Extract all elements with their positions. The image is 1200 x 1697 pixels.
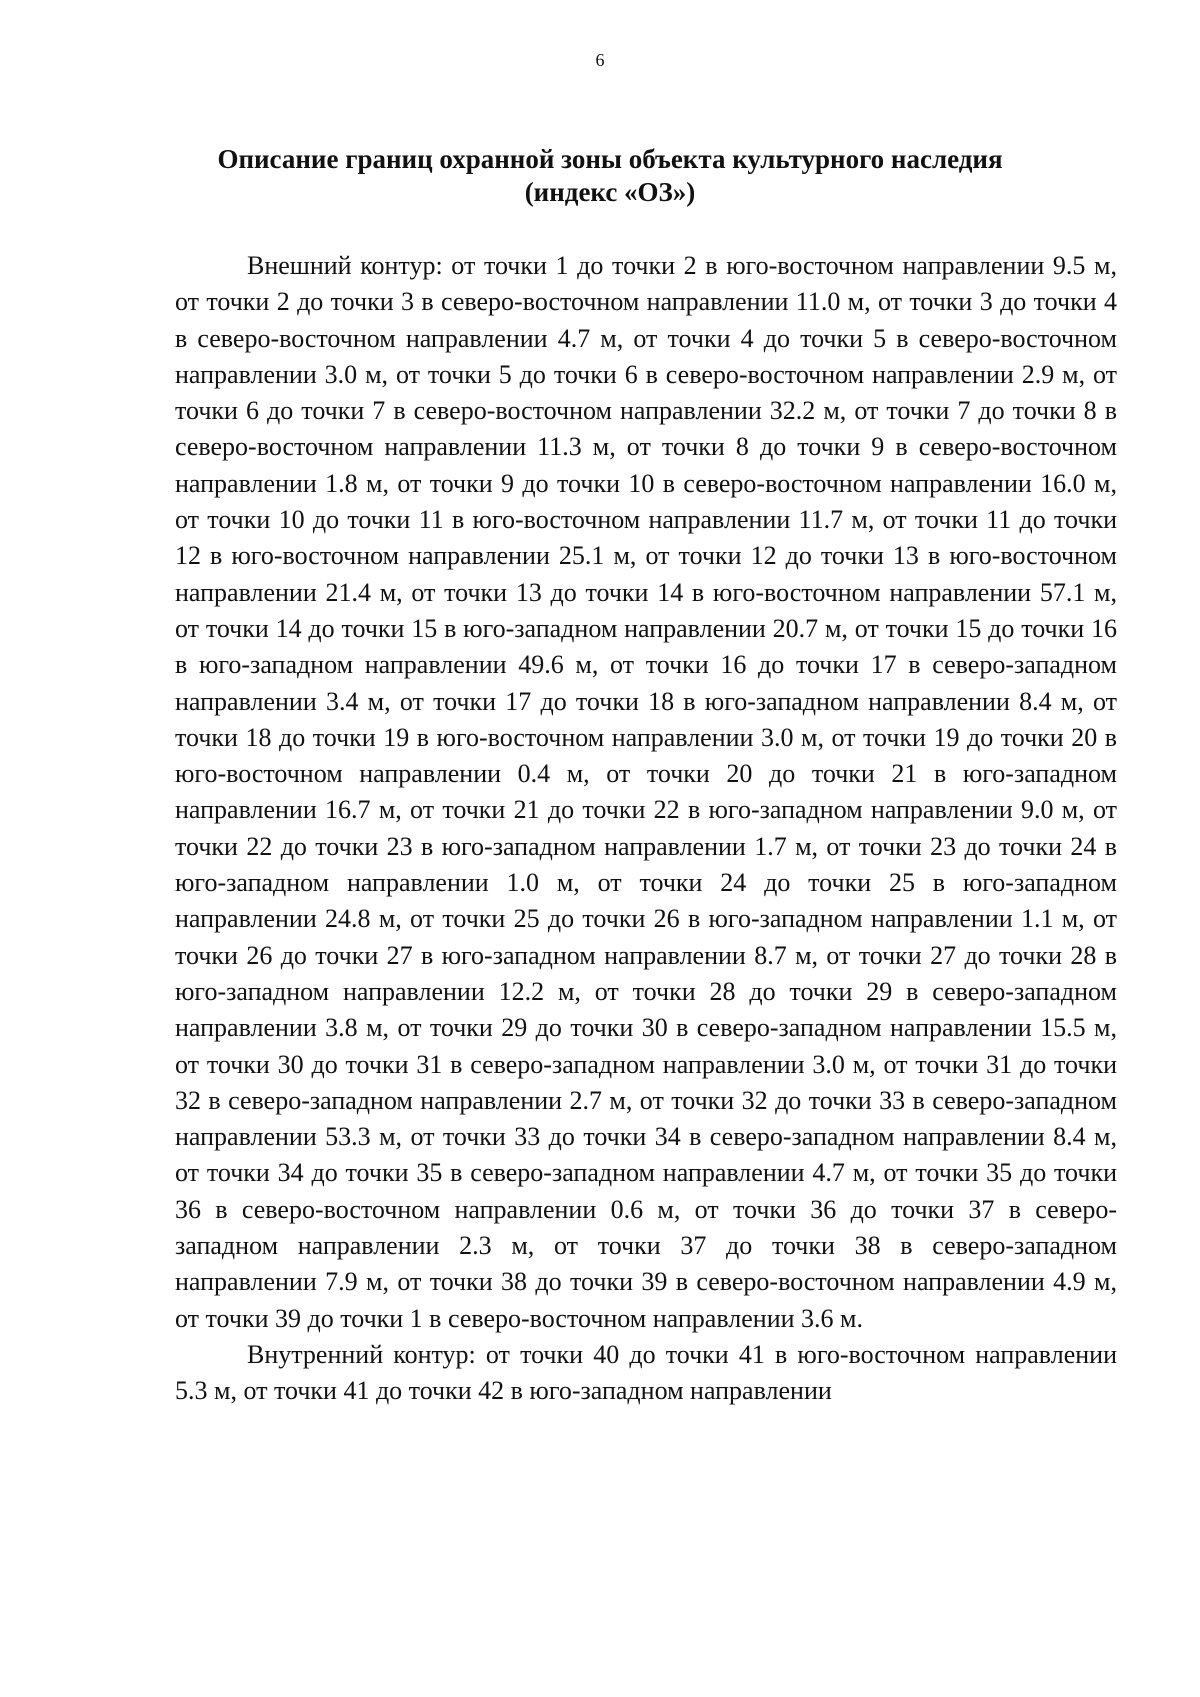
inner-contour-paragraph: Внутренний контур: от точки 40 до точки 41 в юго-восточном направлении 5.3 м, от точки 41 до точки 42 в юго-западном направлении [175, 1339, 1117, 1406]
document-body [175, 248, 1117, 1410]
title-line-2: (индекс «ОЗ») [524, 177, 696, 207]
title-line-1: Описание границ охранной зоны объекта культурного наследия [217, 144, 1003, 174]
page-number: 6 [595, 50, 605, 70]
outer-contour-paragraph: Внешний контур: от точки 1 до точки 2 в юго-восточном направлении 9.5 м, от точки 2 до точки 3 в северо-восточном направлении 11.0 м, от точки 3 до точки 4 в северо-восточном направлении 4.7 м, от точки 4 до точки 5 в северо-восточном направлении 3.0 м, от точки 5 до точки 6 в северо-восточном направлении 2.9 м, от точки 6 до точки 7 в северо-восточном направлении 32.2 м, от точки 7 до точки 8 в северо-восточном направлении 11.3 м, от точки 8 до точки 9 в северо-восточном направлении 1.8 м, от точки 9 до точки 10 в северо-восточном направлении 16.0 м, от точки 10 до точки 11 в юго-восточном направлении 11.7 м, от точки 11 до точки 12 в юго-восточном направлении 25.1 м, от точки 12 до точки 13 в юго-восточном направлении 21.4 м, от точки 13 до точки 14 в юго-восточном направлении 57.1 м, от точки 14 до точки 15 в юго-западном направлении 20.7 м, от точки 15 до точки 16 в юго-западном направлении 49.6 м, от точки 16 до точки 17 в северо-западном направлении 3.4 м, от точки 17 до точки 18 в юго-западном направлении 8.4 м, от точки 18 до точки 19 в юго-восточном направлении 3.0 м, от точки 19 до точки 20 в юго-восточном направлении 0.4 м, от точки 20 до точки 21 в юго-западном направлении 16.7 м, от точки 21 до точки 22 в юго-западном направлении 9.0 м, от точки 22 до точки 23 в юго-западном направлении 1.7 м, от точки 23 до точки 24 в юго-западном направлении 1.0 м, от точки 24 до точки 25 в юго-западном направлении 24.8 м, от точки 25 до точки 26 в юго-западном направлении 1.1 м, от точки 26 до точки 27 в юго-западном направлении 8.7 м, от точки 27 до точки 28 в юго-западном направлении 12.2 м, от точки 28 до точки 29 в северо-западном направлении 3.8 м, от точки 29 до точки 30 в северо-западном направлении 15.5 м, от точки 30 до точки 31 в северо-западном направлении 3.0 м, от точки 31 до точки 32 в северо-западном направлении 2.7 м, от точки 32 до точки 33 в северо-западном направлении 53.3 м, от точки 33 до точки 34 в северо-западном направлении 8.4 м, от точки 34 до точки 35 в северо-западном направлении 4.7 м, от точки 35 до точки 36 в северо-восточном направлении 0.6 м, от точки 36 до точки 37 в северо-западном направлении 2.3 м, от точки 37 до точки 38 в северо-западном направлении 7.9 м, от точки 38 до точки 39 в северо-восточном направлении 4.9 м, от точки 39 до точки 1 в северо-восточном направлении 3.6 м. [175, 251, 1117, 1333]
page-title [160, 143, 1060, 209]
